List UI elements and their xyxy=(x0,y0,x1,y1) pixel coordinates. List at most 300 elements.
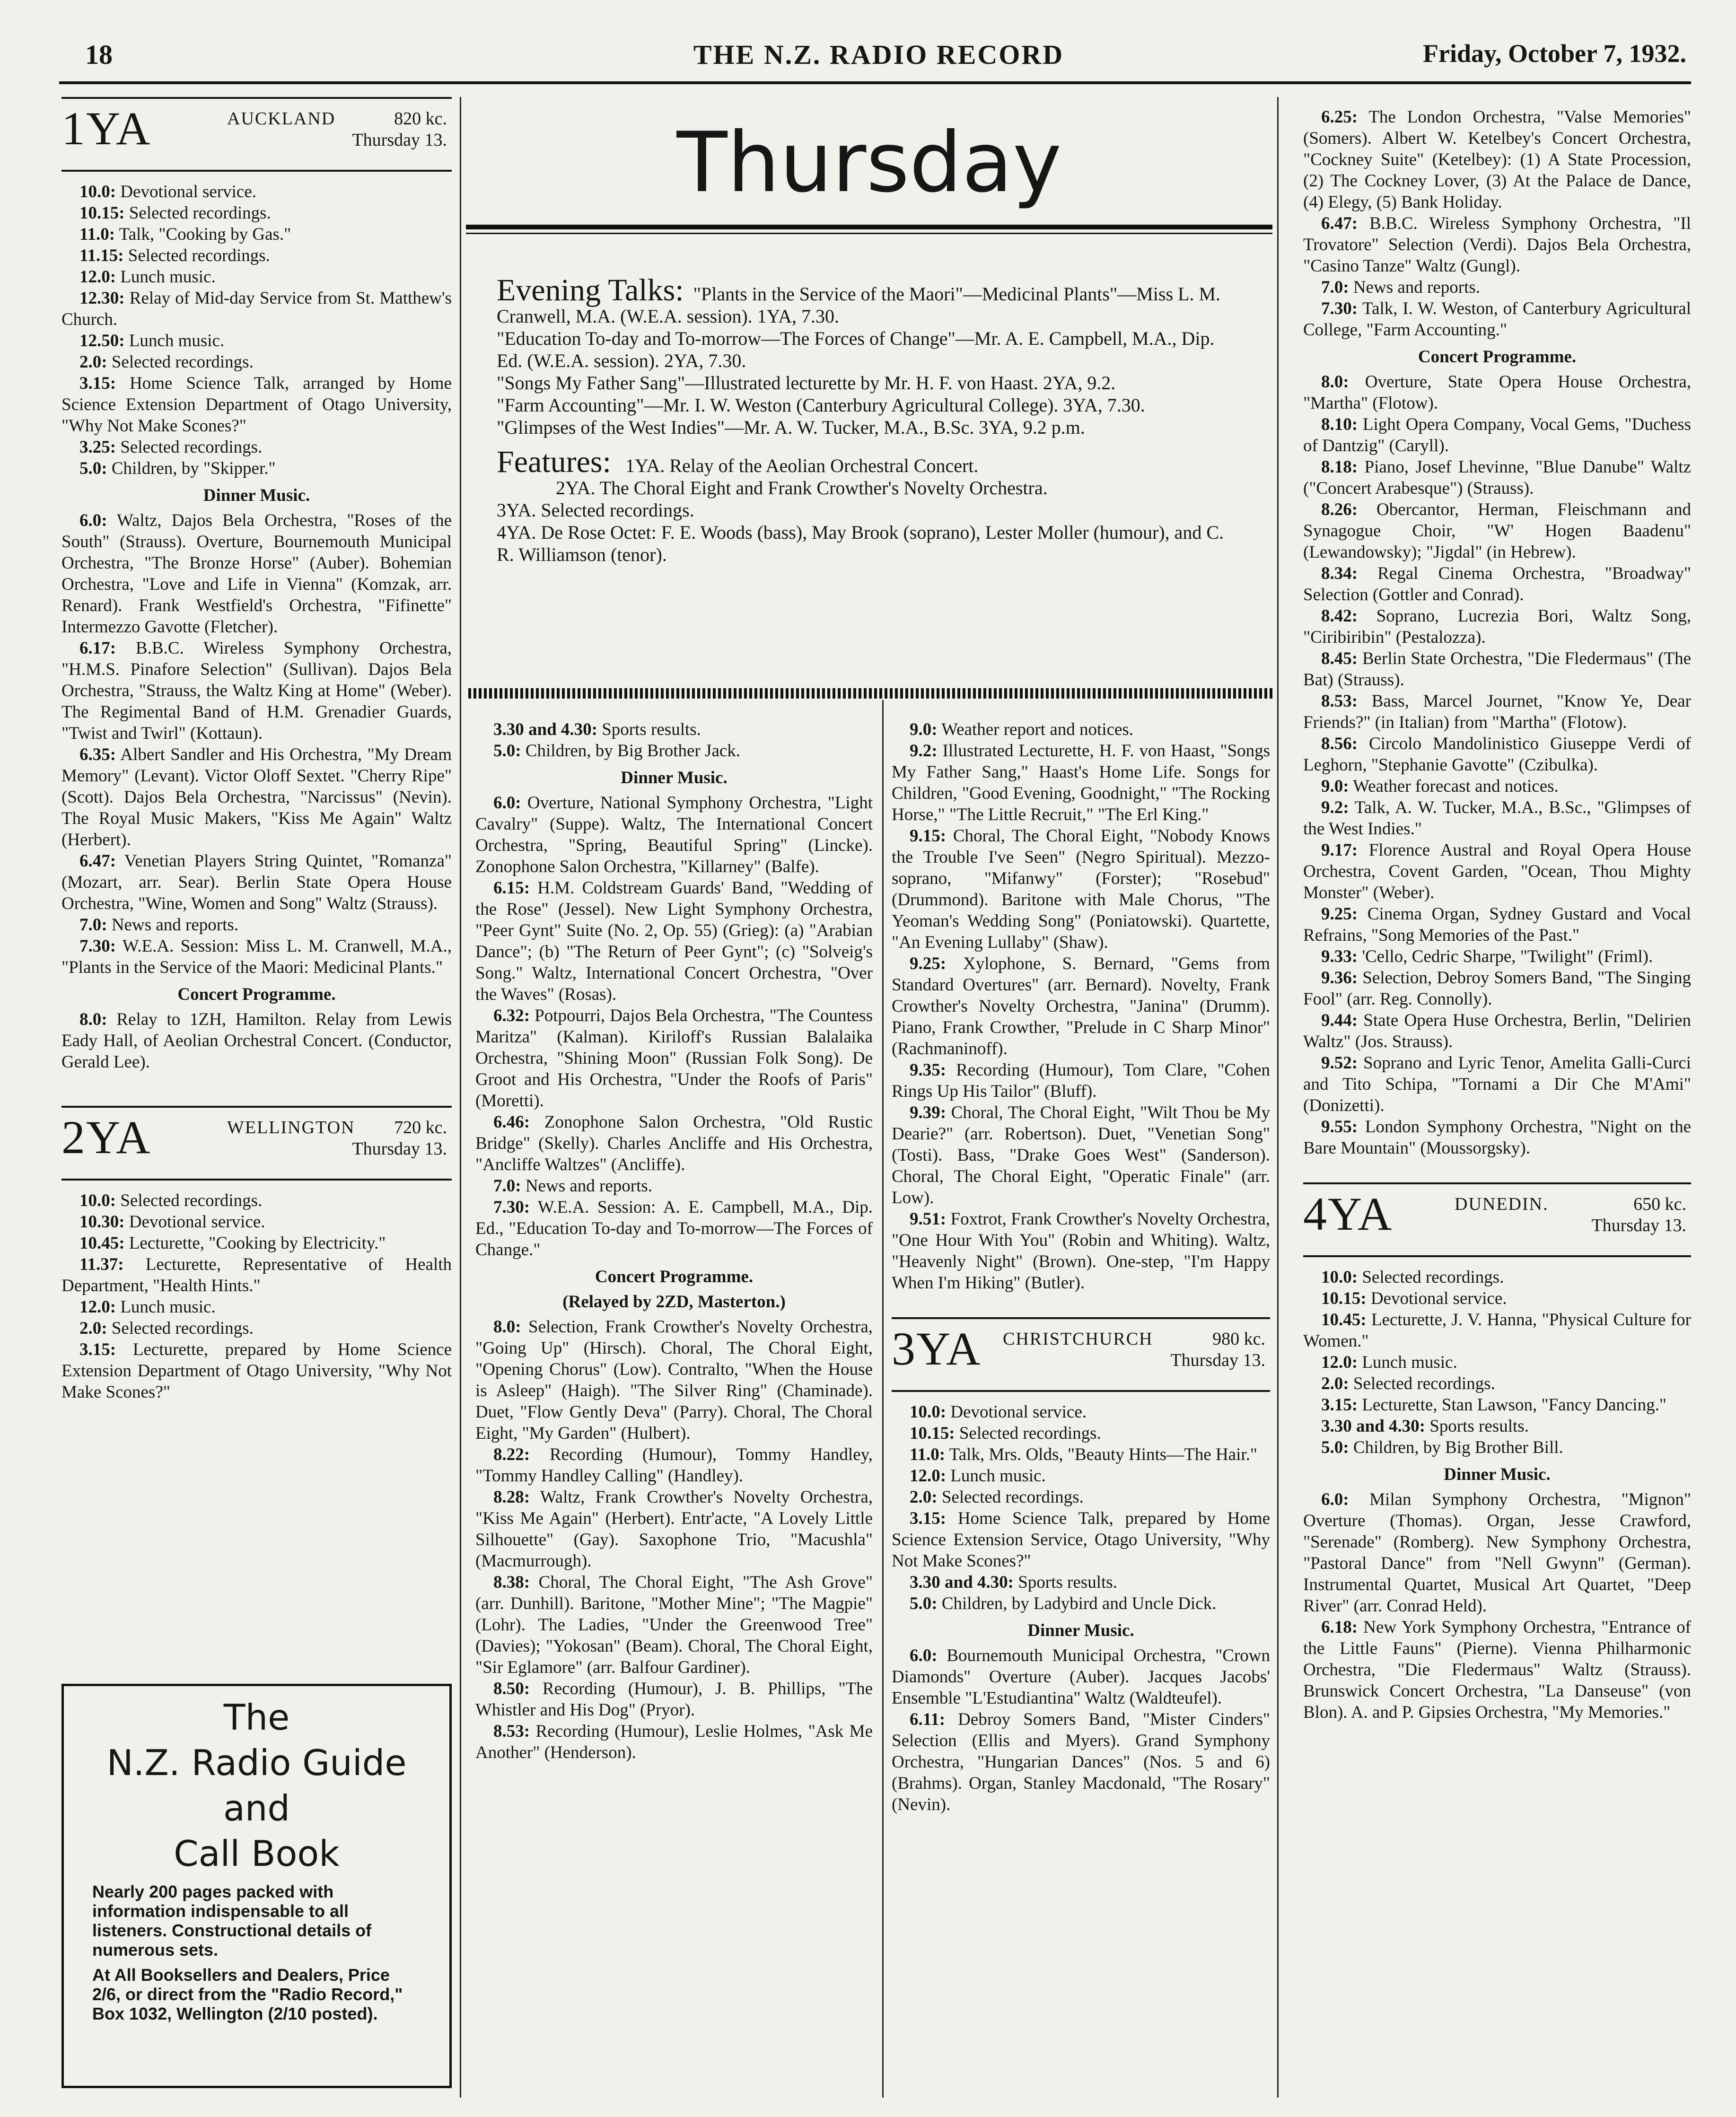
programme-text: B.B.C. Wireless Symphony Orchestra, "Il Trovatore" Selection (Verdi). Dajos Bela Orchestra, "Casino Tanze" Waltz (Gungl). xyxy=(1303,214,1691,276)
programme-item xyxy=(1303,903,1691,946)
programme-item xyxy=(892,1465,1270,1487)
programme-time: 8.26: xyxy=(1321,500,1358,519)
programme-time: 6.35: xyxy=(79,745,116,764)
station-header-4ya xyxy=(1303,1182,1691,1257)
programme-time: 8.28: xyxy=(493,1487,530,1507)
programme-time: 8.0: xyxy=(1321,372,1349,392)
programme-item xyxy=(61,1318,452,1339)
programme-item xyxy=(892,1208,1270,1294)
programme-time: 8.0: xyxy=(493,1317,521,1337)
programme-item xyxy=(61,1339,452,1403)
programme-time: 7.30: xyxy=(79,936,116,956)
programme-item xyxy=(892,953,1270,1059)
station-frequency: 980 kc. xyxy=(1212,1329,1265,1349)
programme-text: Debroy Somers Band, "Mister Cinders" Selection (Ellis and Myers). Grand Symphony Orchestra, "Hungarian Dances" (Nos. 5 and 6) (Brahms). Organ, Stanley Macdonald, "The Rosary" (Nevin). xyxy=(892,1710,1270,1814)
programme-time: 6.17: xyxy=(79,639,116,658)
programme-text: Sports results. xyxy=(1013,1573,1117,1592)
header-rule xyxy=(59,81,1691,84)
programme-item xyxy=(61,1009,452,1073)
programme-time: 6.15: xyxy=(493,878,530,898)
programme-item xyxy=(475,1444,873,1487)
programme-list xyxy=(475,719,873,761)
programme-text: Selected recordings. xyxy=(955,1424,1101,1443)
programme-text: Selected recordings. xyxy=(124,203,271,223)
banner-rule xyxy=(466,233,1272,234)
programme-text: Devotional service. xyxy=(946,1402,1087,1422)
programme-text: Selected recordings. xyxy=(116,437,263,457)
programme-item xyxy=(892,1572,1270,1593)
programme-text: Lunch music. xyxy=(1358,1353,1457,1372)
programme-text: Illustrated Lecturette, H. F. von Haast, "Songs My Father Sang," Haast's Home Life. Songs for Children, "Good Evening, Goodnight," "The Rocking Horse," "The Little Recruit," "The Erl King." xyxy=(892,741,1270,824)
programme-time: 9.2: xyxy=(910,741,938,761)
programme-time: 8.18: xyxy=(1321,457,1358,477)
programme-text: Lunch music. xyxy=(124,331,225,350)
programme-item xyxy=(61,1233,452,1254)
programme-time: 8.38: xyxy=(493,1573,530,1592)
programme-text: London Symphony Orchestra, "Night on the Bare Mountain" (Moussorgsky). xyxy=(1303,1117,1691,1158)
programme-text: News and reports. xyxy=(1349,278,1481,297)
programme-item xyxy=(892,1059,1270,1102)
programme-time: 10.45: xyxy=(79,1233,125,1253)
programme-time: 12.30: xyxy=(79,289,125,308)
programme-time: 9.51: xyxy=(910,1209,947,1229)
programme-text: Recording (Humour), Tom Clare, "Cohen Rings Up His Tailor" (Bluff). xyxy=(892,1060,1270,1101)
programme-item xyxy=(475,1572,873,1678)
programme-time: 9.0: xyxy=(910,720,938,739)
station-call: 1YA xyxy=(61,102,151,155)
programme-time: 10.15: xyxy=(79,203,125,223)
programme-time: 10.0: xyxy=(910,1402,947,1422)
programme-time: 9.55: xyxy=(1321,1117,1358,1137)
programme-text: Bass, Marcel Journet, "Know Ye, Dear Friends?" (in Italian) from "Martha" (Flotow). xyxy=(1303,691,1691,732)
programme-text: Talk, "Cooking by Gas." xyxy=(115,225,291,244)
programme-item xyxy=(61,437,452,458)
programme-item xyxy=(1303,1489,1691,1617)
programme-item xyxy=(1303,1267,1691,1288)
programme-time: 6.11: xyxy=(910,1710,946,1729)
column-1 xyxy=(61,97,452,1403)
programme-time: 7.0: xyxy=(79,915,107,935)
station-frequency: 650 kc. xyxy=(1633,1194,1686,1214)
station-city: CHRISTCHURCH xyxy=(1003,1329,1153,1349)
programme-item xyxy=(61,936,452,978)
programme-time: 3.25: xyxy=(79,437,116,457)
programme-list xyxy=(1303,1267,1691,1458)
programme-item xyxy=(1303,414,1691,456)
programme-text: Circolo Mandolinistico Giuseppe Verdi of Leghorn, "Stephanie Gavotte" (Czibulka). xyxy=(1303,734,1691,775)
programme-item xyxy=(475,1197,873,1260)
programme-item xyxy=(892,719,1270,740)
programme-text: Overture, State Opera House Orchestra, "Martha" (Flotow). xyxy=(1303,372,1691,413)
talks-features-box xyxy=(497,273,1244,566)
programme-time: 6.47: xyxy=(79,851,116,871)
programme-item xyxy=(61,373,452,437)
programme-time: 7.0: xyxy=(1321,278,1349,297)
programme-time: 3.15: xyxy=(79,374,116,393)
programme-list xyxy=(475,792,873,1260)
programme-text: Cinema Organ, Sydney Gustard and Vocal Refrains, "Song Memories of the Past." xyxy=(1303,904,1691,945)
programme-item xyxy=(1303,499,1691,563)
programme-text: Relay to 1ZH, Hamilton. Relay from Lewis Eady Hall, of Aeolian Orchestral Concert. (Conductor, Gerald Lee). xyxy=(61,1010,452,1072)
programme-time: 11.0: xyxy=(910,1445,946,1464)
station-day: Thursday 13. xyxy=(352,1139,447,1159)
talk-item: "Songs My Father Sang"—Illustrated lecturette by Mr. H. F. von Haast. 2YA, 9.2. xyxy=(497,372,1116,394)
programme-item xyxy=(61,330,452,351)
programme-text: Home Science Talk, arranged by Home Science Extension Department of Otago University, "Why Not Make Scones?" xyxy=(61,374,452,436)
programme-item xyxy=(61,1296,452,1318)
programme-time: 3.30 and 4.30: xyxy=(1321,1417,1425,1436)
programme-item xyxy=(892,1401,1270,1423)
programme-time: 8.34: xyxy=(1321,564,1358,583)
programme-item xyxy=(61,744,452,850)
programme-text: Obercantor, Herman, Fleischmann and Synagogue Choir, "W' Hogen Baadenu" (Lewandowsky); "Jigdal" (in Hebrew). xyxy=(1303,500,1691,562)
programme-time: 11.0: xyxy=(79,225,115,244)
programme-text: Lecturette, Representative of Health Department, "Health Hints." xyxy=(61,1255,452,1295)
programme-text: Children, by Big Brother Jack. xyxy=(521,741,741,761)
talk-item: "Plants in the Service of the Maori"—Medicinal Plants"—Miss L. M. Cranwell, M.A. (W.E.A. session). 1YA, 7.30. xyxy=(497,283,1221,327)
programme-time: 9.44: xyxy=(1321,1011,1358,1030)
programme-text: Lecturette, prepared by Home Science Extension Department of Otago University, "Why Not Make Scones?" xyxy=(61,1340,452,1402)
talks-label: Evening Talks: xyxy=(497,273,684,307)
programme-item xyxy=(1303,1437,1691,1458)
programme-item xyxy=(892,825,1270,953)
programme-text: Talk, I. W. Weston, of Canterbury Agricultural College, "Farm Accounting." xyxy=(1303,299,1691,340)
programme-time: 2.0: xyxy=(1321,1374,1349,1393)
programme-item xyxy=(1303,840,1691,903)
programme-item xyxy=(475,1111,873,1175)
programme-text: Venetian Players String Quintet, "Romanza" (Mozart, arr. Sear). Berlin State Opera House Orchestra, "Wine, Women and Song" Waltz (Strauss). xyxy=(61,851,452,913)
programme-text: Children, by Ladybird and Uncle Dick. xyxy=(937,1594,1217,1613)
programme-item xyxy=(1303,733,1691,776)
programme-text: Berlin State Orchestra, "Die Fledermaus" (The Bat) (Strauss). xyxy=(1303,649,1691,690)
station-call: 3YA xyxy=(892,1322,982,1375)
programme-time: 9.25: xyxy=(1321,904,1358,924)
programme-time: 9.17: xyxy=(1321,840,1358,860)
programme-item xyxy=(61,1211,452,1233)
station-header-2ya xyxy=(61,1106,452,1181)
programme-item xyxy=(1303,1288,1691,1309)
programme-text: Overture, National Symphony Orchestra, "Light Cavalry" (Suppe). Waltz, The International Concert Orchestra, "Spring, Beautiful Spring" (Lincke). Zonophone Salon Orchestra, "Killarney" (Balfe). xyxy=(475,793,873,876)
programme-item xyxy=(61,510,452,638)
programme-item xyxy=(1303,1010,1691,1052)
programme-item xyxy=(892,1423,1270,1444)
programme-text: Lunch music. xyxy=(946,1466,1046,1486)
publication-title: THE N.Z. RADIO RECORD xyxy=(693,39,1064,70)
programme-time: 6.0: xyxy=(79,511,107,530)
station-frequency: 820 kc. xyxy=(394,109,447,129)
programme-item xyxy=(1303,1352,1691,1373)
programme-time: 5.0: xyxy=(1321,1438,1349,1457)
section-heading: Dinner Music. xyxy=(1444,1465,1551,1484)
programme-time: 12.0: xyxy=(910,1466,947,1486)
programme-item xyxy=(892,1709,1270,1815)
programme-text: Lunch music. xyxy=(116,267,216,287)
day-title: Thursday xyxy=(676,115,1062,211)
programme-text: Milan Symphony Orchestra, "Mignon" Overture (Thomas). Organ, Jesse Crawford, "Serenade" (Romberg). New Symphony Orchestra, "Pastoral Dance" from "Nell Gwynn" (German). Instrumental Quartet, Musical Art Quartet, "Deep River" (arr. Conrad Held). xyxy=(1303,1490,1691,1616)
station-day: Thursday 13. xyxy=(352,130,447,150)
page-number: 18 xyxy=(85,39,113,70)
section-heading: Dinner Music. xyxy=(1027,1621,1134,1640)
programme-text: Recording (Humour), J. B. Phillips, "The Whistler and His Dog" (Pryor). xyxy=(475,1679,873,1720)
section-heading: Concert Programme. xyxy=(1418,347,1577,367)
programme-time: 9.39: xyxy=(910,1103,947,1122)
station-city: WELLINGTON xyxy=(227,1118,355,1137)
programme-item xyxy=(475,1678,873,1721)
programme-time: 6.25: xyxy=(1321,107,1358,127)
programme-item xyxy=(1303,691,1691,733)
programme-time: 12.50: xyxy=(79,331,125,350)
programme-item xyxy=(1303,1373,1691,1394)
programme-text: Lecturette, J. V. Hanna, "Physical Culture for Women." xyxy=(1303,1310,1691,1351)
programme-time: 6.0: xyxy=(1321,1490,1349,1509)
programme-list xyxy=(61,1009,452,1073)
programme-item xyxy=(61,351,452,373)
station-day: Thursday 13. xyxy=(1170,1350,1265,1370)
issue-date: Friday, October 7, 1932. xyxy=(1423,39,1686,68)
station-header-1ya xyxy=(61,97,452,172)
programme-time: 9.25: xyxy=(910,954,947,973)
programme-time: 9.33: xyxy=(1321,947,1358,966)
programme-text: News and reports. xyxy=(521,1176,653,1196)
programme-item xyxy=(61,850,452,914)
programme-time: 9.36: xyxy=(1321,968,1358,988)
programme-text: Selected recordings. xyxy=(1349,1374,1495,1393)
talks-block xyxy=(497,273,1244,327)
station-call: 2YA xyxy=(61,1111,151,1163)
programme-time: 10.15: xyxy=(1321,1289,1367,1308)
programme-text: Relay of Mid-day Service from St. Matthew's Church. xyxy=(61,289,452,329)
programme-item xyxy=(61,288,452,330)
programme-text: Florence Austral and Royal Opera House Orchestra, Covent Garden, "Ocean, Thou Mighty Monster" (Weber). xyxy=(1303,840,1691,902)
programme-time: 12.0: xyxy=(1321,1353,1358,1372)
column-2 xyxy=(475,719,873,1763)
dotted-separator xyxy=(468,688,1272,699)
programme-item xyxy=(61,1190,452,1211)
programme-text: The London Orchestra, "Valse Memories" (Somers). Albert W. Ketelbey's Concert Orchestra, "Cockney Suite" (Ketelbey): (1) A State Procession, (2) The Cockney Lover, (3) At the Palace de Dance, (4) Elegy, (5) Bank Holiday. xyxy=(1303,107,1691,212)
programme-time: 6.46: xyxy=(493,1112,530,1132)
programme-time: 6.18: xyxy=(1321,1618,1358,1637)
programme-text: Recording (Humour), Tommy Handley, "Tommy Handley Calling" (Handley). xyxy=(475,1445,873,1486)
day-banner xyxy=(466,99,1272,234)
programme-time: 3.30 and 4.30: xyxy=(493,720,597,739)
programme-text: Waltz, Dajos Bela Orchestra, "Roses of the South" (Strauss). Overture, Bournemouth Municipal Orchestra, "The Bronze Horse" (Auber). Bohemian Orchestra, "Love and Life in Vienna" (Komzak, arr. Renard). Frank Westfield's Orchestra, "Fifinette" Intermezzo Gavotte (Fletcher). xyxy=(61,511,452,637)
programme-item xyxy=(1303,106,1691,213)
section-heading: Concert Programme. xyxy=(177,985,336,1004)
programme-item xyxy=(892,1102,1270,1208)
programme-item xyxy=(475,1316,873,1444)
talk-item: "Education To-day and To-morrow—The Forces of Change"—Mr. A. E. Campbell, M.A., Dip. Ed. (W.E.A. session). 2YA, 7.30. xyxy=(497,328,1215,371)
programme-text: Xylophone, S. Bernard, "Gems from Standard Overtures" (arr. Bernard). Novelty, Frank Crowther's Novelty Orchestra, "Janina" (Drumm). Piano, Frank Crowther, "Prelude in C Sharp Minor" (Rachmaninoff). xyxy=(892,954,1270,1058)
programme-item xyxy=(1303,797,1691,840)
features-label: Features: xyxy=(497,445,611,479)
programme-text: Choral, The Choral Eight, "The Ash Grove" (arr. Dunhill). Baritone, "Mother Mine"; "The Magpie" (Lohr). The Ladies, "Under the Greenwood Tree" (Davies); "Yokosan" (Beam). Choral, The Choral Eight, "Sir Eglamore" (arr. Balfour Gardiner). xyxy=(475,1573,873,1677)
programme-time: 5.0: xyxy=(79,459,107,478)
programme-text: W.E.A. Session: Miss L. M. Cranwell, M.A., "Plants in the Service of the Maori: Medicinal Plants." xyxy=(61,936,452,977)
programme-text: Foxtrot, Frank Crowther's Novelty Orchestra, "One Hour With You" (Robin and Whiting). Waltz, "Heavenly Night" (Brown). One-step, "I'm Happy When I'm Hiking" (Butler). xyxy=(892,1209,1270,1293)
programme-item xyxy=(1303,946,1691,967)
programme-item xyxy=(892,1593,1270,1614)
talk-item: "Glimpses of the West Indies"—Mr. A. W. Tucker, M.A., B.Sc. 3YA, 9.2 p.m. xyxy=(497,417,1085,438)
programme-time: 7.30: xyxy=(493,1198,530,1217)
programme-item xyxy=(61,914,452,936)
programme-time: 8.42: xyxy=(1321,606,1358,626)
section-subheading: (Relayed by 2ZD, Masterton.) xyxy=(562,1292,786,1312)
section-heading: Dinner Music. xyxy=(621,768,728,787)
programme-time: 10.0: xyxy=(79,1191,116,1210)
ad-body: At All Booksellers and Dealers, Price 2/6, or direct from the "Radio Record," Box 1032, Wellington (2/10 posted). xyxy=(92,1965,403,2023)
programme-text: Waltz, Frank Crowther's Novelty Orchestra, "Kiss Me Again" (Herbert). Entr'acte, "A Lovely Little Silhouette" (Gay). Saxophone Trio, "Macushla" (Macmurrough). xyxy=(475,1487,873,1571)
programme-text: H.M. Coldstream Guards' Band, "Wedding of the Rose" (Jessel). New Light Symphony Orchestra, "Peer Gynt" Suite (No. 2, Op. 55) (Grieg): (a) "Arabian Dance"; (b) "The Return of Peer Gynt"; (c) "Solveig's Song." Waltz, International Concert Orchestra, "Over the Waves" (Rosas). xyxy=(475,878,873,1004)
programme-text: Regal Cinema Orchestra, "Broadway" Selection (Gottler and Conrad). xyxy=(1303,564,1691,604)
programme-list xyxy=(892,719,1270,1294)
programme-text: Lecturette, Stan Lawson, "Fancy Dancing." xyxy=(1358,1395,1666,1415)
programme-time: 8.10: xyxy=(1321,415,1358,434)
programme-item xyxy=(1303,277,1691,298)
programme-text: Choral, The Choral Eight, "Nobody Knows the Trouble I've Seen" (Negro Spiritual). Mezzo-soprano, "Mifanwy" (Forster); "Rosebud" (Drummond). Baritone with Male Chorus, "The Yeoman's Wedding Song" (Poniatowski). Quartette, "An Evening Lullaby" (Shaw). xyxy=(892,826,1270,952)
programme-text: Weather report and notices. xyxy=(937,720,1134,739)
programme-item xyxy=(1303,563,1691,605)
programme-time: 9.52: xyxy=(1321,1053,1358,1073)
programme-time: 6.0: xyxy=(910,1646,938,1665)
programme-list xyxy=(475,1316,873,1763)
programme-item xyxy=(61,458,452,479)
programme-text: Light Opera Company, Vocal Gems, "Duchess of Dantzig" (Caryll). xyxy=(1303,415,1691,455)
programme-item xyxy=(61,181,452,202)
feature-item: 2YA. The Choral Eight and Frank Crowther's Novelty Orchestra. xyxy=(556,477,1048,499)
programme-text: Albert Sandler and His Orchestra, "My Dream Memory" (Levant). Victor Oloff Sextet. "Cherry Ripe" (Scott). Dajos Bela Orchestra, "Narcissus" (Nevin). The Royal Music Makers, "Kiss Me Again" Waltz (Herbert). xyxy=(61,745,452,849)
programme-text: Selected recordings. xyxy=(123,246,270,265)
programme-item xyxy=(892,1508,1270,1572)
programme-text: Recording (Humour), Leslie Holmes, "Ask Me Another" (Henderson). xyxy=(475,1722,873,1762)
programme-list xyxy=(61,1190,452,1403)
programme-item xyxy=(475,1175,873,1197)
programme-time: 6.0: xyxy=(493,793,521,813)
ad-body: Nearly 200 pages packed with information indispensable to all listeners. Constructional details of numerous sets. xyxy=(92,1882,372,1960)
programme-item xyxy=(475,719,873,740)
feature-item: 3YA. Selected recordings. xyxy=(497,499,694,521)
programme-item xyxy=(892,740,1270,825)
programme-text: Weather forecast and notices. xyxy=(1349,777,1559,796)
programme-list xyxy=(1303,106,1691,341)
feature-item: 1YA. Relay of the Aeolian Orchestral Concert. xyxy=(625,455,979,476)
programme-text: W.E.A. Session: A. E. Campbell, M.A., Dip. Ed., "Education To-day and To-morrow—The Forces of Change." xyxy=(475,1198,873,1260)
programme-time: 8.50: xyxy=(493,1679,530,1698)
programme-item xyxy=(1303,776,1691,797)
programme-item xyxy=(61,1254,452,1296)
programme-text: Children, by Big Brother Bill. xyxy=(1349,1438,1563,1457)
programme-item xyxy=(1303,1416,1691,1437)
programme-item xyxy=(892,1487,1270,1508)
programme-text: Devotional service. xyxy=(1366,1289,1507,1308)
programme-time: 8.53: xyxy=(493,1722,530,1741)
programme-list xyxy=(1303,1489,1691,1723)
programme-item xyxy=(475,1487,873,1572)
station-city: AUCKLAND xyxy=(227,109,336,129)
programme-text: Sports results. xyxy=(597,720,701,739)
programme-text: News and reports. xyxy=(107,915,239,935)
programme-text: Selected recordings. xyxy=(107,352,254,372)
programme-text: Children, by "Skipper." xyxy=(107,459,276,478)
programme-text: Talk, A. W. Tucker, M.A., B.Sc., "Glimpses of the West Indies." xyxy=(1303,798,1691,839)
programme-time: 6.32: xyxy=(493,1006,530,1025)
programme-item xyxy=(61,638,452,744)
programme-time: 10.30: xyxy=(79,1212,125,1232)
ad-line: The xyxy=(223,1697,290,1738)
programme-text: Soprano and Lyric Tenor, Amelita Galli-Curci and Tito Schipa, "Tornami a Dir Che M'Ami" (Donizetti). xyxy=(1303,1053,1691,1115)
programme-item xyxy=(475,1005,873,1111)
programme-text: Selected recordings. xyxy=(1358,1268,1504,1287)
programme-item xyxy=(61,266,452,288)
programme-item xyxy=(1303,298,1691,341)
feature-item: 4YA. De Rose Octet: F. E. Woods (bass), May Brook (soprano), Lester Moller (humour), and C. R. Williamson (tenor). xyxy=(497,522,1224,565)
programme-time: 5.0: xyxy=(910,1594,938,1613)
programme-time: 8.22: xyxy=(493,1445,530,1464)
programme-time: 10.0: xyxy=(1321,1268,1358,1287)
features-block xyxy=(497,445,1244,479)
programme-item xyxy=(61,245,452,266)
programme-time: 3.15: xyxy=(910,1509,947,1528)
programme-time: 10.15: xyxy=(910,1424,955,1443)
station-city: DUNEDIN. xyxy=(1455,1194,1549,1214)
programme-item xyxy=(892,1444,1270,1465)
programme-text: Talk, Mrs. Olds, "Beauty Hints—The Hair." xyxy=(945,1445,1258,1464)
column-4 xyxy=(1303,106,1691,1723)
programme-text: Lunch music. xyxy=(116,1297,216,1317)
column-3 xyxy=(892,719,1270,1815)
programme-text: Piano, Josef Lhevinne, "Blue Danube" Waltz ("Concert Arabesque") (Strauss). xyxy=(1303,457,1691,498)
programme-time: 3.30 and 4.30: xyxy=(910,1573,1014,1592)
programme-time: 10.0: xyxy=(79,182,116,201)
programme-item xyxy=(475,1721,873,1763)
programme-text: Selected recordings. xyxy=(937,1487,1084,1507)
page-header xyxy=(71,34,1686,77)
programme-time: 2.0: xyxy=(79,352,107,372)
radio-guide-advertisement xyxy=(61,1684,452,2088)
programme-time: 12.0: xyxy=(79,267,116,287)
programme-text: Sports results. xyxy=(1425,1417,1529,1436)
programme-text: B.B.C. Wireless Symphony Orchestra, "H.M.S. Pinafore Selection" (Sullivan). Dajos Bela Orchestra, "Strauss, the Waltz King at Home" (Weber). The Regimental Band of H.M. Grenadier Guards, "Twist and Twirl" (Kottaun). xyxy=(61,639,452,743)
programme-item xyxy=(1303,605,1691,648)
station-header-3ya xyxy=(892,1317,1270,1392)
programme-time: 3.15: xyxy=(1321,1395,1358,1415)
ad-line: Call Book xyxy=(174,1833,340,1874)
programme-text: Potpourri, Dajos Bela Orchestra, "The Countess Maritza" (Kalman). Kiriloff's Russian Balalaika Orchestra, "Shining Moon" (Russian Folk Song). De Groot and His Orchestra, "Under the Roofs of Paris" (Moretti). xyxy=(475,1006,873,1111)
programme-time: 9.2: xyxy=(1321,798,1349,817)
programme-item xyxy=(1303,967,1691,1010)
programme-list xyxy=(892,1645,1270,1815)
station-call: 4YA xyxy=(1303,1188,1393,1240)
programme-text: 'Cello, Cedric Sharpe, "Twilight" (Friml). xyxy=(1358,947,1653,966)
programme-text: Devotional service. xyxy=(116,182,256,201)
banner-rule xyxy=(466,225,1272,229)
programme-item xyxy=(1303,1617,1691,1723)
programme-text: New York Symphony Orchestra, "Entrance of the Little Fauns" (Pierne). Vienna Philharmonic Orchestra, "Die Fledermaus" Waltz (Strauss). Brunswick Concert Orchestra, "La Danseuse" (von Blon). A. and P. Gipsies Orchestra, "My Memories." xyxy=(1303,1618,1691,1722)
programme-time: 12.0: xyxy=(79,1297,116,1317)
programme-text: Selected recordings. xyxy=(107,1319,254,1338)
programme-time: 9.0: xyxy=(1321,777,1349,796)
programme-item xyxy=(475,740,873,761)
section-heading: Concert Programme. xyxy=(595,1267,754,1286)
programme-list xyxy=(1303,371,1691,1159)
programme-item xyxy=(1303,213,1691,277)
programme-time: 3.15: xyxy=(79,1340,116,1359)
programme-item xyxy=(1303,1116,1691,1159)
talk-item: "Farm Accounting"—Mr. I. W. Weston (Canterbury Agricultural College). 3YA, 7.30. xyxy=(497,394,1145,416)
programme-list xyxy=(61,510,452,978)
station-frequency: 720 kc. xyxy=(394,1118,447,1137)
programme-item xyxy=(1303,1052,1691,1116)
programme-text: Zonophone Salon Orchestra, "Old Rustic Bridge" (Skelly). Charles Ancliffe and His Orchestra, "Ancliffe Waltzes" (Ancliffe). xyxy=(475,1112,873,1174)
